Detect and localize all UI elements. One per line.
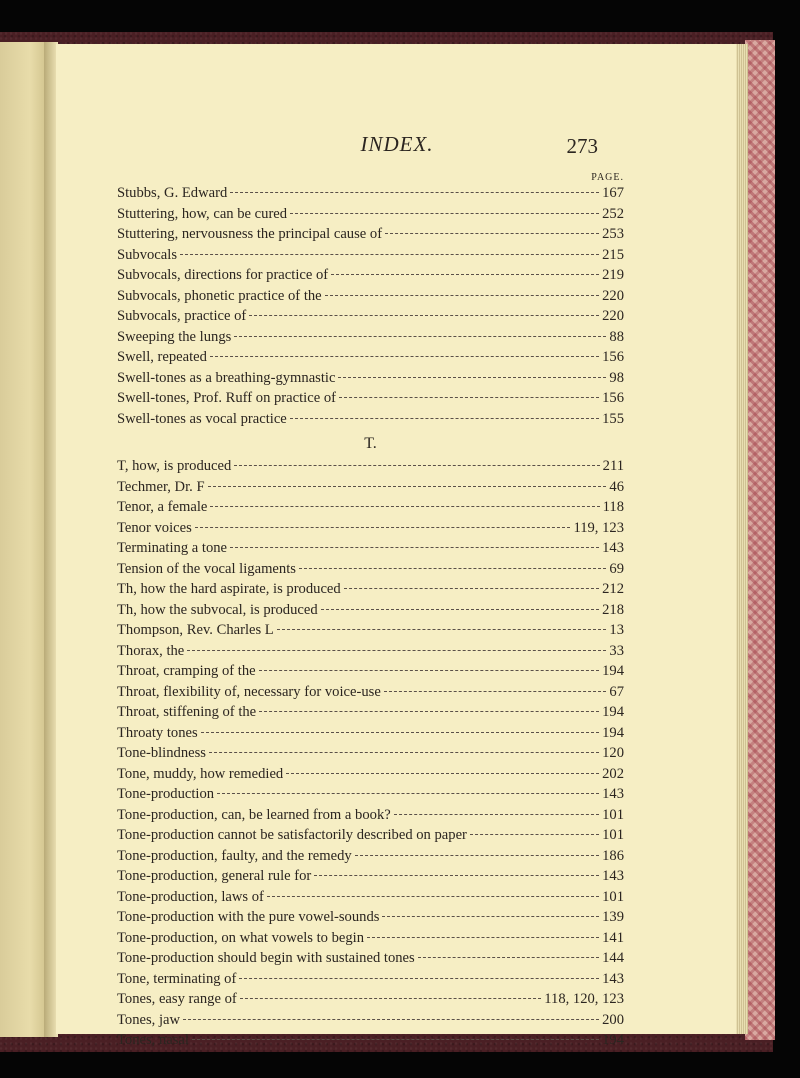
endpaper	[0, 42, 50, 1037]
index-entry-term: Techmer, Dr. F	[117, 478, 205, 495]
index-entry-page: 144	[602, 950, 624, 966]
index-entry-page: 156	[602, 349, 624, 365]
index-entry-page: 215	[602, 246, 624, 263]
dot-leader	[234, 465, 599, 466]
index-entry-page: 211	[602, 458, 624, 474]
index-entry-page: 33	[609, 642, 624, 659]
index-entry	[117, 347, 624, 368]
dot-leader	[394, 814, 599, 815]
dot-leader	[331, 274, 599, 275]
dot-leader	[267, 896, 599, 897]
dot-leader	[259, 711, 599, 712]
index-entry	[117, 846, 624, 867]
index-entry-page: 118	[602, 499, 624, 515]
index-entry-page: 155	[602, 410, 624, 427]
index-entry-term: Tension of the vocal ligaments	[117, 560, 296, 577]
dot-leader	[290, 418, 599, 419]
index-entry	[117, 286, 624, 307]
dot-leader	[239, 978, 599, 979]
page-edges	[736, 44, 748, 1034]
index-entry	[117, 723, 624, 744]
dot-leader	[367, 937, 599, 938]
index-entry	[117, 682, 624, 703]
index-entry	[117, 579, 624, 600]
dot-leader	[339, 397, 599, 398]
running-title: INDEX.	[360, 132, 434, 156]
index-entry-term: Tone-production cannot be satisfactorily described on paper	[117, 827, 467, 843]
index-entry-page: 167	[602, 185, 624, 201]
dot-leader	[382, 916, 599, 917]
index-entry-page: 220	[602, 287, 624, 304]
index-entry-page: 202	[602, 765, 624, 782]
index-entry	[117, 327, 624, 348]
index-entry	[117, 989, 624, 1010]
index-entry-page: 143	[602, 540, 624, 556]
dot-leader	[314, 875, 599, 876]
dot-leader	[325, 295, 599, 296]
index-entry-term: Tone-production, on what vowels to begin	[117, 929, 365, 946]
index-entry	[117, 204, 624, 225]
cover-decorative-edge	[745, 40, 775, 1040]
dot-leader	[230, 547, 599, 548]
dot-leader	[249, 315, 599, 316]
index-entry-page: 186	[602, 847, 624, 864]
index-entry	[117, 969, 624, 990]
index-entry-page: 220	[602, 308, 624, 324]
index-entry-page: 88	[609, 328, 624, 345]
index-entry-page: 141	[602, 929, 624, 946]
index-entry-term: Tone-production should begin with sustained tones	[117, 950, 415, 966]
index-entry-term: Stubbs, G. Edward	[117, 185, 228, 201]
index-entry-page: 143	[602, 868, 624, 884]
dot-leader	[344, 588, 599, 589]
index-entry	[117, 702, 624, 723]
index-entry-term: Subvocals, practice of	[117, 308, 247, 324]
index-entry-term: Tenor voices	[117, 519, 192, 536]
index-entry-page: 139	[602, 909, 624, 925]
dot-leader	[209, 752, 599, 753]
index-entry	[117, 497, 624, 518]
index-entry-page: 119, 123	[573, 519, 624, 536]
index-entry	[117, 183, 624, 204]
index-entry-term: Subvocals, directions for practice of	[117, 267, 329, 283]
dot-leader	[290, 213, 599, 214]
index-entry	[117, 805, 624, 826]
index-entry-page: 194	[602, 724, 624, 741]
index-entry-term: Stuttering, how, can be cured	[117, 205, 288, 222]
index-entry-term: Throat, cramping of the	[117, 663, 256, 679]
index-entry	[117, 661, 624, 682]
running-head	[56, 132, 738, 156]
index-entry	[117, 928, 624, 949]
page-number: 273	[566, 134, 598, 158]
index-entry	[117, 948, 624, 969]
index-entry-page: 118, 120, 123	[544, 991, 624, 1007]
index-entry-page: 156	[602, 390, 624, 406]
dot-leader	[201, 732, 599, 733]
index-entry	[117, 224, 624, 245]
index-entry	[117, 743, 624, 764]
index-entry-page: 143	[602, 786, 624, 802]
index-entry	[117, 784, 624, 805]
index-entry	[117, 620, 624, 641]
dot-leader	[183, 1019, 599, 1020]
index-entry-term: Th, how the hard aspirate, is produced	[117, 581, 341, 597]
index-entry-term: Swell-tones as a breathing-gymnastic	[117, 369, 336, 386]
page-column-label: PAGE.	[591, 172, 624, 183]
dot-leader	[240, 998, 542, 999]
dot-leader	[187, 650, 606, 651]
index-entry-page: 69	[609, 560, 624, 577]
dot-leader	[418, 957, 599, 958]
index-entry	[117, 1010, 624, 1031]
index-entry	[117, 866, 624, 887]
index-entry-page: 212	[602, 581, 624, 597]
dot-leader	[192, 1039, 599, 1040]
index-entry-term: Tone-production	[117, 786, 215, 802]
index-entry	[117, 265, 624, 286]
index-entry	[117, 368, 624, 389]
index-entry-term: Throat, stiffening of the	[117, 704, 257, 720]
index-entry-page: 194	[602, 704, 624, 720]
dot-leader	[180, 254, 599, 255]
index-entry-term: Terminating a tone	[117, 540, 228, 556]
index-entry	[117, 600, 624, 621]
index-entry-term: Stuttering, nervousness the principal cause of	[117, 226, 383, 242]
index-entry-term: T, how, is produced	[117, 458, 232, 474]
index-entry	[117, 538, 624, 559]
index-entry-page: 194	[602, 663, 624, 679]
dot-leader	[321, 609, 599, 610]
index-entry-term: Throaty tones	[117, 724, 198, 741]
index-entry-term: Subvocals, phonetic practice of the	[117, 287, 322, 304]
index-entry	[117, 764, 624, 785]
index-entry-term: Throat, flexibility of, necessary for voice-use	[117, 683, 381, 700]
index-entry-page: 46	[609, 478, 624, 495]
dot-leader	[210, 506, 599, 507]
dot-leader	[195, 527, 571, 528]
index-entry	[117, 245, 624, 266]
dot-leader	[338, 377, 606, 378]
index-entry-term: Tones, jaw	[117, 1011, 181, 1028]
dot-leader	[470, 834, 599, 835]
index-entry-page: 253	[602, 226, 624, 242]
index-entry-term: Tone-production, can, be learned from a book?	[117, 806, 391, 823]
index-entry	[117, 641, 624, 662]
dot-leader	[384, 691, 607, 692]
index-entry	[117, 456, 624, 477]
section-heading-t: T.	[364, 435, 377, 452]
index-entry-page: 98	[609, 369, 624, 386]
index-entry-page: 200	[602, 1011, 624, 1028]
index-entry	[117, 887, 624, 908]
index-entry-term: Tone-production, laws of	[117, 888, 264, 905]
index-entry	[117, 306, 624, 327]
index-entry-term: Sweeping the lungs	[117, 328, 232, 345]
index-entry-page: 218	[602, 601, 624, 618]
index-entry-term: Tone-production with the pure vowel-sounds	[117, 909, 380, 925]
dot-leader	[208, 486, 607, 487]
index-entry-term: Tones, nasal	[117, 1032, 189, 1048]
index-entry	[117, 1030, 624, 1051]
index-entry	[117, 409, 624, 430]
index-entry-page: 101	[602, 806, 624, 823]
dot-leader	[259, 670, 600, 671]
index-entry-page: 252	[602, 205, 624, 222]
index-group-s	[117, 183, 624, 429]
index-group-t	[117, 456, 624, 1051]
index-entry-term: Thorax, the	[117, 642, 185, 659]
index-entry-term: Swell-tones, Prof. Ruff on practice of	[117, 390, 336, 406]
index-entry	[117, 388, 624, 409]
index-entries	[117, 183, 624, 1051]
dot-leader	[385, 233, 599, 234]
index-entry	[117, 825, 624, 846]
index-entry	[117, 477, 624, 498]
dot-leader	[355, 855, 599, 856]
index-entry-term: Th, how the subvocal, is produced	[117, 601, 318, 618]
dot-leader	[230, 192, 599, 193]
dot-leader	[217, 793, 599, 794]
index-entry-term: Tone, muddy, how remedied	[117, 765, 284, 782]
index-entry-term: Tenor, a female	[117, 499, 208, 515]
index-entry-term: Thompson, Rev. Charles L	[117, 622, 274, 638]
index-entry-page: 120	[602, 745, 624, 761]
index-entry-term: Tone, terminating of	[117, 970, 237, 987]
index-entry-term: Tone-production, general rule for	[117, 868, 312, 884]
index-entry	[117, 518, 624, 539]
index-entry	[117, 907, 624, 928]
dot-leader	[299, 568, 606, 569]
dot-leader	[210, 356, 599, 357]
index-entry-term: Tone-production, faulty, and the remedy	[117, 847, 352, 864]
dot-leader	[277, 629, 607, 630]
index-entry-term: Tone-blindness	[117, 745, 206, 761]
index-entry-term: Swell, repeated	[117, 349, 207, 365]
index-entry-term: Subvocals	[117, 246, 177, 263]
index-entry-page: 143	[602, 970, 624, 987]
index-entry-page: 13	[609, 622, 624, 638]
index-entry-page: 67	[609, 683, 624, 700]
dot-leader	[286, 773, 599, 774]
index-entry	[117, 559, 624, 580]
index-entry-page: 194	[602, 1032, 624, 1048]
index-entry-term: Swell-tones as vocal practice	[117, 410, 287, 427]
index-entry-page: 101	[602, 827, 624, 843]
index-entry-term: Tones, easy range of	[117, 991, 237, 1007]
index-entry-page: 219	[602, 267, 624, 283]
dot-leader	[234, 336, 606, 337]
index-entry-page: 101	[602, 888, 624, 905]
